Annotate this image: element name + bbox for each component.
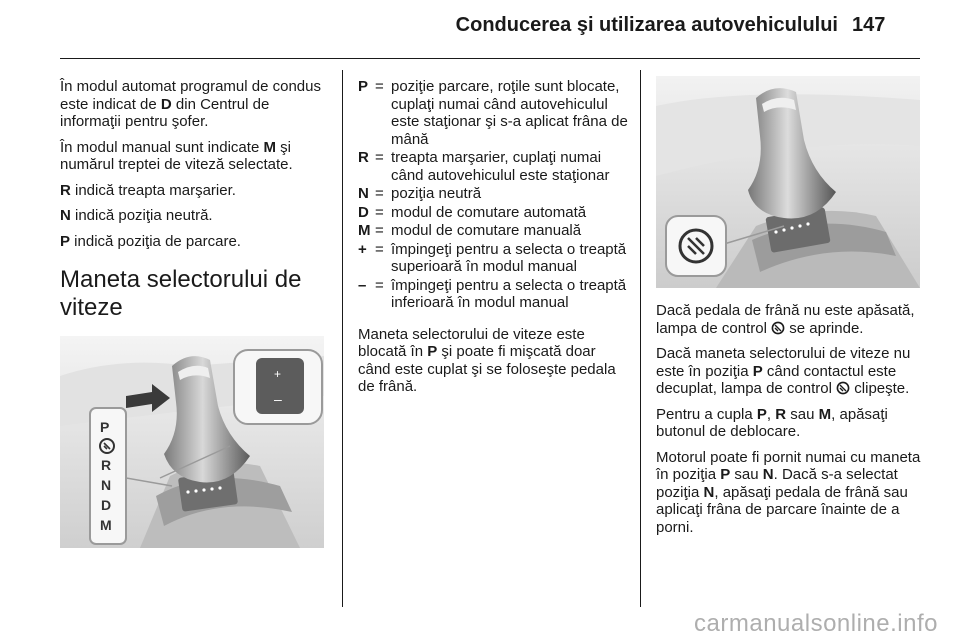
column-divider-1 [342,70,343,607]
definition-key: D [358,203,369,221]
definition-text: împingeţi pentru a selecta o treaptă inferioară în modul manual [391,276,627,311]
definition-text: poziţie parcare, roţile sunt blocate, cuplaţi numai când autovehiculul este staţionar şi s-a aplicat frâna de mână [391,78,628,148]
gear-label-p: P [100,419,110,435]
column-divider-2 [640,70,641,607]
paragraph-automatic-mode: În modul automat programul de condus este indicat de D din Centrul de informaţii pentru şofer. [60,78,321,130]
definition-equals: = [375,78,384,95]
definition-key: P [358,78,369,95]
paragraph-engine-start: Motorul poate fi pornit numai cu maneta în poziţia P sau N. Dacă s-a selectat poziţia N, apăsaţi pedala de frână sau aplicaţi frâna de parcare înainte de a porni. [656,448,921,536]
definition-text: împingeţi pentru a selecta o treaptă superioară în modul manual [391,240,627,275]
definition-equals: = [375,276,384,294]
column-1 [60,78,330,548]
gear-label-m: M [100,517,112,533]
definition-row [358,241,628,276]
definition-equals: = [375,222,384,239]
definition-text: poziţia neutră [391,185,482,202]
column-3 [656,76,922,544]
definition-equals: = [375,240,384,258]
paragraph-lever-locked: Maneta selectorului de viteze este blocată în P şi poate fi mişcată doar când este cuplat şi se foloseşte pedala de frână. [358,325,616,395]
column-2 [358,78,628,404]
gear-label-d: D [101,497,112,513]
definition-list [358,78,628,312]
definition-row [358,185,628,203]
paragraph-manual-mode: În modul manual sunt indicate M şi numărul treptei de viteză selectate. [60,138,293,173]
definition-row [358,149,628,184]
definition-row [358,277,628,312]
definition-text: treapta marşarier, cuplaţi numai când autovehiculul este staţionar [391,149,610,184]
definition-key: – [358,276,367,294]
paragraph-brake-lamp-on: Dacă pedala de frână nu este apăsată, lampa de control se aprinde. [656,302,915,337]
paragraph-park: P indică poziţia de parcare. [60,232,241,250]
definition-row [358,222,628,240]
definition-equals: = [375,149,384,166]
gear-selector-figure [60,336,324,548]
header-rule [60,58,920,59]
definition-key: N [358,185,369,202]
svg-text:–: – [274,391,282,407]
paragraph-neutral: N indică poziţia neutră. [60,207,213,224]
gear-label-n: N [101,477,112,493]
brake-pedal-indicator-icon [836,381,850,395]
page-number: 147 [852,14,886,36]
definition-key: R [358,149,369,166]
definition-row [358,78,628,148]
definition-text: modul de comutare manuală [391,222,582,239]
definition-text: modul de comutare automată [391,203,587,221]
definition-key: M [358,222,371,239]
brake-pedal-indicator-icon [771,321,785,335]
header-title: Conducerea şi utilizarea autovehiculului [455,14,838,36]
definition-equals: = [375,203,384,221]
definition-equals: = [375,185,384,202]
selector-indicator-figure [656,76,920,288]
paragraph-brake-lamp-flash: Dacă maneta selectorului de viteze nu este în poziţia P când contactul este decuplat, lampa de control clipeşte. [656,345,911,397]
paragraph-reverse: R indică treapta marşarier. [60,181,236,199]
definition-row [358,204,628,222]
definition-key: + [358,240,367,258]
gear-label-r: R [101,457,112,473]
paragraph-release-button: Pentru a cupla P, R sau M, apăsaţi butonul de deblocare. [656,405,888,440]
section-heading: Maneta selectorului de viteze [60,266,302,321]
svg-text:+: + [274,367,282,381]
watermark: carmanualsonline.info [694,610,938,637]
